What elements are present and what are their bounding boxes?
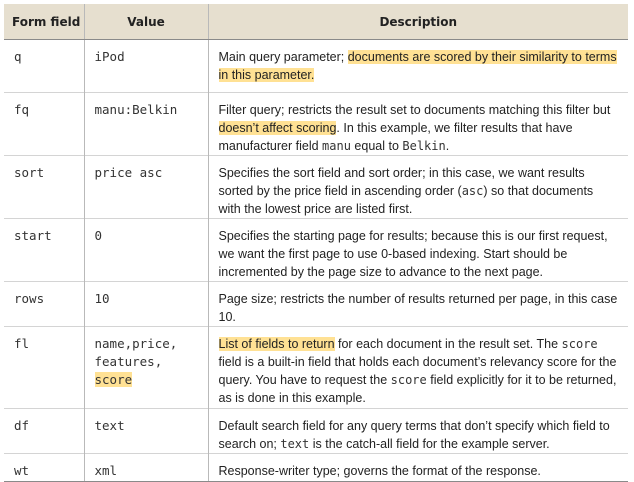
table-row	[4, 93, 628, 156]
highlighted-value: score	[94, 372, 133, 387]
header-description: Description	[208, 4, 628, 40]
field-value: iPod	[84, 40, 208, 93]
field-name: fq	[4, 93, 84, 156]
inline-code: asc	[461, 184, 484, 198]
highlighted-text: doesn’t affect scoring	[218, 121, 337, 135]
table-row	[4, 409, 628, 454]
header-form-field: Form field	[4, 4, 84, 40]
header-value: Value	[84, 4, 208, 40]
field-name: wt	[4, 454, 84, 482]
field-value	[84, 327, 208, 409]
field-description	[208, 327, 628, 409]
field-description	[208, 40, 628, 93]
field-value: price asc	[84, 156, 208, 219]
field-name: rows	[4, 282, 84, 327]
inline-code: score	[561, 337, 598, 351]
field-value: manu:Belkin	[84, 93, 208, 156]
description-text: Filter query; restricts the result set to documents matching this filter but	[218, 103, 611, 117]
highlighted-text: documents are scored by their similarity to terms in this parameter.	[218, 50, 617, 82]
inline-code: manu	[322, 139, 351, 153]
description-text: ) so that documents with the lowest price are listed first.	[218, 184, 594, 216]
value-line: features,	[94, 354, 163, 369]
field-name: fl	[4, 327, 84, 409]
table-row	[4, 327, 628, 409]
field-value: xml	[84, 454, 208, 482]
field-description: Page size; restricts the number of results returned per page, in this case 10.	[208, 282, 628, 327]
table-row	[4, 219, 628, 282]
description-text: Main query parameter;	[218, 50, 348, 64]
field-name: df	[4, 409, 84, 454]
field-description: Specifies the starting page for results; because this is our first request, we want the first page to use 0-based indexing. Start should be incremented by the page size to advance to the next page.	[208, 219, 628, 282]
description-text: equal to	[350, 139, 403, 153]
parameters-table	[4, 4, 628, 482]
description-text: is the catch-all field for the example server.	[309, 437, 550, 451]
field-name: sort	[4, 156, 84, 219]
field-value: 10	[84, 282, 208, 327]
table-header	[4, 4, 628, 40]
description-text: Specifies the sort field and sort order; in this case, we want results sorted by the price field in ascending order (	[218, 166, 585, 198]
inline-code: Belkin	[402, 139, 446, 153]
table-row	[4, 282, 628, 327]
field-name: start	[4, 219, 84, 282]
description-text: Default search field for any query terms that don’t specify which field to search on;	[218, 419, 610, 451]
field-name: q	[14, 49, 22, 64]
field-description	[208, 409, 628, 454]
field-value: 0	[84, 219, 208, 282]
table-row	[4, 40, 628, 93]
field-description: Response-writer type; governs the format of the response.	[208, 454, 628, 482]
description-text: field is a built-in field that holds each document’s relevancy score for the query. You have to request the	[218, 355, 617, 387]
description-text: . In this example, we filter results that have manufacturer field	[218, 121, 573, 153]
field-value: text	[84, 409, 208, 454]
table-row	[4, 454, 628, 482]
field-description	[208, 156, 628, 219]
value-line: name,price,	[94, 336, 178, 351]
description-text: for each document in the result set. The	[334, 337, 562, 351]
highlighted-text: List of fields to return	[218, 337, 335, 351]
inline-code: score	[390, 373, 427, 387]
table-row	[4, 156, 628, 219]
inline-code: text	[280, 437, 310, 451]
field-description	[208, 93, 628, 156]
description-text: field explicitly for it to be returned, as is done in this example.	[218, 373, 617, 405]
description-text: .	[445, 139, 450, 153]
